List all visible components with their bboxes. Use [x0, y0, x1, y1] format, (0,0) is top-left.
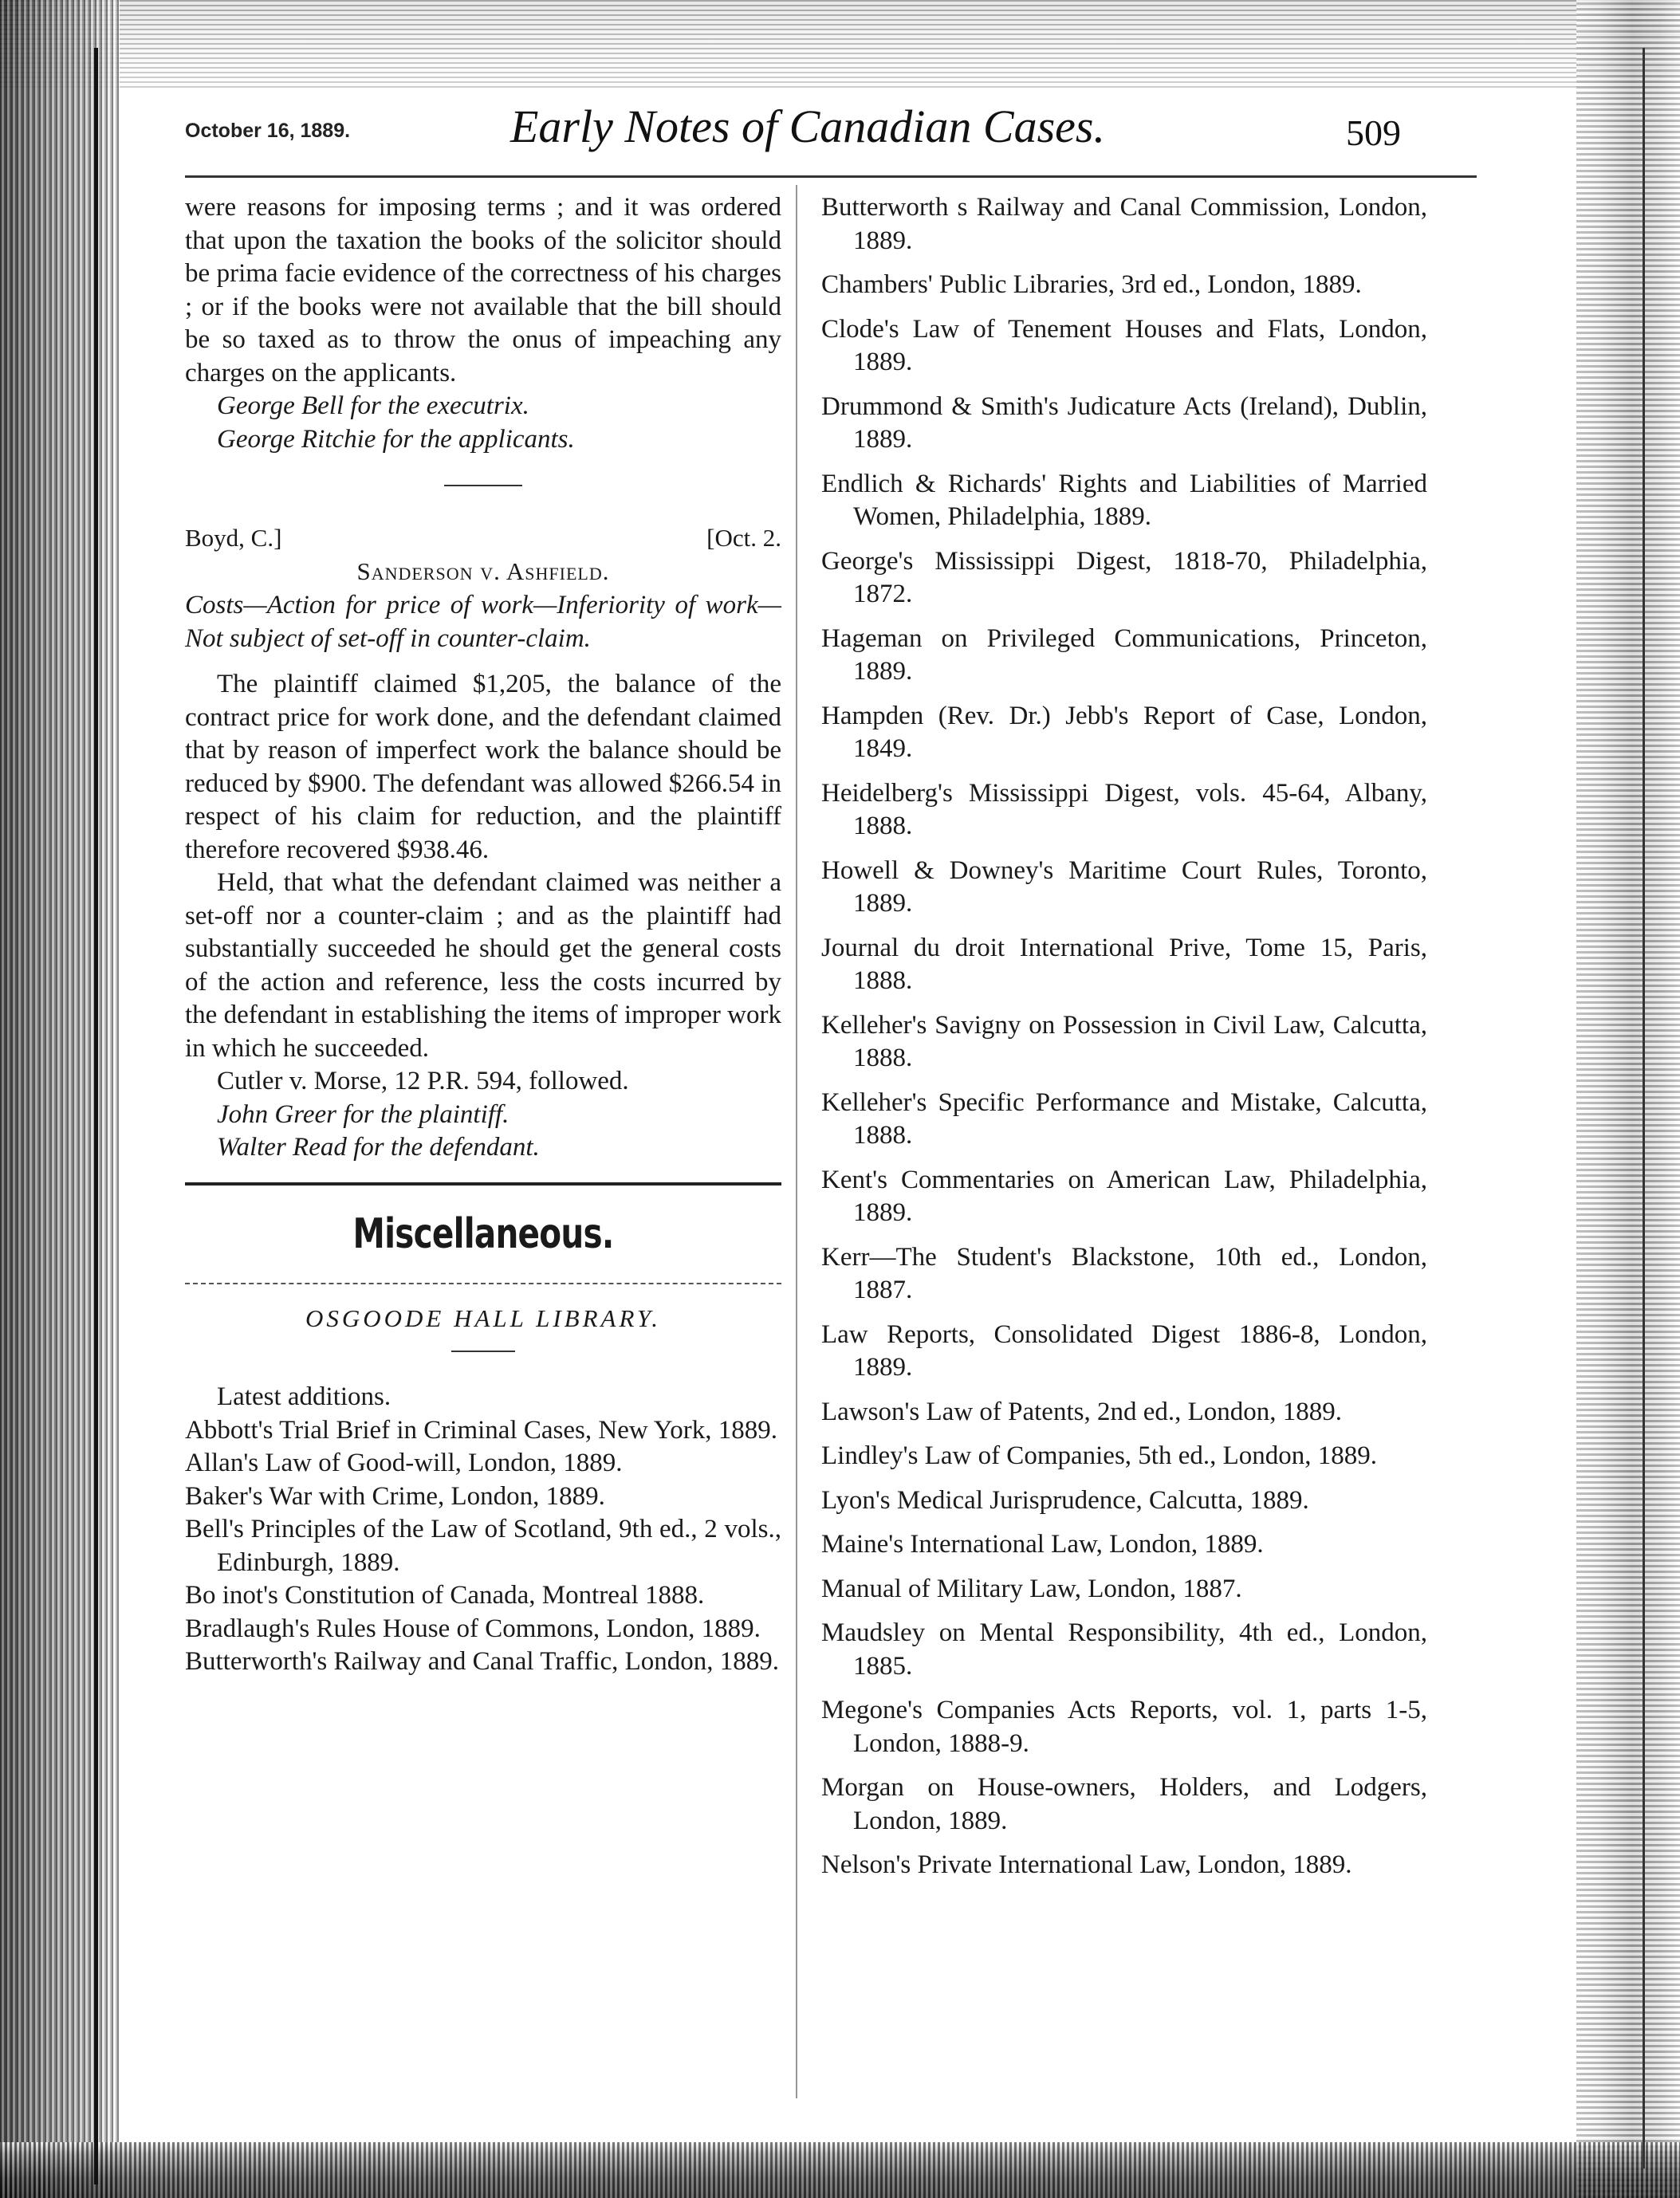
case-citation: Cutler v. Morse, 12 P.R. 594, followed. — [217, 1067, 629, 1095]
list-item: Clode's Law of Tenement Houses and Flats, London, 1889. — [821, 314, 1427, 376]
scan-edge-right — [1576, 0, 1680, 2198]
case-held: Held, that what the defendant claimed was neither a set-off nor a counter-claim ; and as the plaintiff had substantially succeeded he should get the general costs of the action and reference, less the costs incurred by the defendant in establishing the items of improper work in which he succeeded. — [185, 868, 781, 1063]
latest-additions-label: Latest additions. — [217, 1382, 391, 1411]
list-item: Bradlaugh's Rules House of Commons, London, 1889. — [185, 1614, 761, 1643]
library-rule — [451, 1351, 515, 1352]
list-item: Law Reports, Consolidated Digest 1886-8, London, 1889. — [821, 1319, 1427, 1382]
scan-edge-top — [0, 0, 1680, 88]
case-separator — [444, 485, 522, 486]
counsel-plaintiff: John Greer for the plaintiff. — [217, 1099, 510, 1129]
list-item: Kent's Commentaries on American Law, Philadelphia, 1889. — [821, 1165, 1427, 1227]
library-title: OSGOODE HALL LIBRARY. — [305, 1303, 661, 1332]
list-item: Lawson's Law of Patents, 2nd ed., London, 1889. — [821, 1397, 1343, 1426]
counsel-defendant: Walter Read for the defendant. — [217, 1133, 540, 1162]
case-judge: Boyd, C.] — [185, 524, 282, 552]
page-number: 509 — [1346, 112, 1401, 153]
section-dashed-rule — [185, 1283, 781, 1284]
case-name: Sanderson v. Ashfield. — [356, 556, 610, 585]
page-edge-left — [94, 48, 98, 2184]
list-item: Allan's Law of Good-will, London, 1889. — [185, 1449, 623, 1477]
right-column — [821, 191, 1427, 1893]
list-item: Morgan on House-owners, Holders, and Lodgers, London, 1889. — [821, 1773, 1427, 1835]
list-item: Chambers' Public Libraries, 3rd ed., London, 1889. — [821, 270, 1362, 299]
list-item: Drummond & Smith's Judicature Acts (Ireland), Dublin, 1889. — [821, 391, 1427, 454]
list-item: Kerr—The Student's Blackstone, 10th ed., London, 1887. — [821, 1242, 1427, 1304]
list-item: Abbott's Trial Brief in Criminal Cases, New York, 1889. — [185, 1415, 777, 1445]
section-rule — [185, 1182, 781, 1186]
list-item: Journal du droit International Prive, Tome 15, Paris, 1888. — [821, 933, 1427, 995]
list-item: Manual of Military Law, London, 1887. — [821, 1574, 1242, 1603]
left-column — [185, 191, 781, 1679]
list-item: Nelson's Private International Law, London, 1889. — [821, 1850, 1352, 1879]
header-rule — [185, 175, 1477, 178]
list-item: Maine's International Law, London, 1889. — [821, 1530, 1264, 1559]
counsel-executrix: George Bell for the executrix. — [217, 391, 529, 420]
scan-edge-bottom — [0, 2142, 1680, 2198]
scan-edge-left — [0, 0, 120, 2198]
counsel-applicants: George Ritchie for the applicants. — [217, 424, 575, 454]
continued-paragraph: were reasons for imposing terms ; and it was ordered that upon the taxation the books of the solicitor should be prima facie evidence of the correctness of his charges ; or if the books were not available that the bill should be so taxed as to throw the onus of impeaching any charges on the applicants. — [185, 193, 781, 387]
list-item: Lindley's Law of Companies, 5th ed., London, 1889. — [821, 1441, 1378, 1470]
list-item: Butterworth s Railway and Canal Commission, London, 1889. — [821, 193, 1427, 255]
case-summary: Costs—Action for price of work—Inferiority of work—Not subject of set-off in counter-claim. — [185, 591, 781, 653]
list-item: Hampden (Rev. Dr.) Jebb's Report of Case, London, 1849. — [821, 701, 1427, 763]
case-date: [Oct. 2. — [706, 524, 781, 552]
left-entries-list — [185, 1414, 781, 1679]
list-item: Maudsley on Mental Responsibility, 4th ed., London, 1885. — [821, 1618, 1427, 1681]
header-title: Early Notes of Canadian Cases. — [510, 100, 1105, 152]
list-item: George's Mississippi Digest, 1818-70, Philadelphia, 1872. — [821, 546, 1427, 608]
list-item: Hageman on Privileged Communications, Princeton, 1889. — [821, 623, 1427, 686]
list-item: Bo inot's Constitution of Canada, Montreal 1888. — [185, 1581, 705, 1610]
list-item: Bell's Principles of the Law of Scotland, 9th ed., 2 vols., Edinburgh, 1889. — [185, 1515, 781, 1577]
list-item: Butterworth's Railway and Canal Traffic, London, 1889. — [185, 1647, 779, 1676]
list-item: Howell & Downey's Maritime Court Rules, Toronto, 1889. — [821, 855, 1427, 918]
column-divider — [796, 185, 797, 2098]
case-facts: The plaintiff claimed $1,205, the balance of the contract price for work done, and the defendant claimed that by reason of imperfect work the balance should be reduced by $900. The defendant was allowed $266.54 in respect of his claim for reduction, and the plaintiff therefore recovered $938.46. — [185, 670, 781, 864]
list-item: Endlich & Richards' Rights and Liabilities of Married Women, Philadelphia, 1889. — [821, 469, 1427, 531]
case-heading — [185, 521, 781, 555]
header-date: October 16, 1889. — [185, 120, 351, 142]
list-item: Kelleher's Specific Performance and Mistake, Calcutta, 1888. — [821, 1087, 1427, 1150]
list-item: Megone's Companies Acts Reports, vol. 1, parts 1-5, London, 1888-9. — [821, 1696, 1427, 1758]
page-edge-right — [1643, 48, 1645, 2169]
list-item: Lyon's Medical Jurisprudence, Calcutta, 1889. — [821, 1485, 1309, 1515]
list-item: Kelleher's Savigny on Possession in Civil Law, Calcutta, 1888. — [821, 1010, 1427, 1072]
list-item: Heidelberg's Mississippi Digest, vols. 45-64, Albany, 1888. — [821, 778, 1427, 840]
section-title: Miscellaneous. — [352, 1209, 614, 1258]
list-item: Baker's War with Crime, London, 1889. — [185, 1481, 605, 1511]
